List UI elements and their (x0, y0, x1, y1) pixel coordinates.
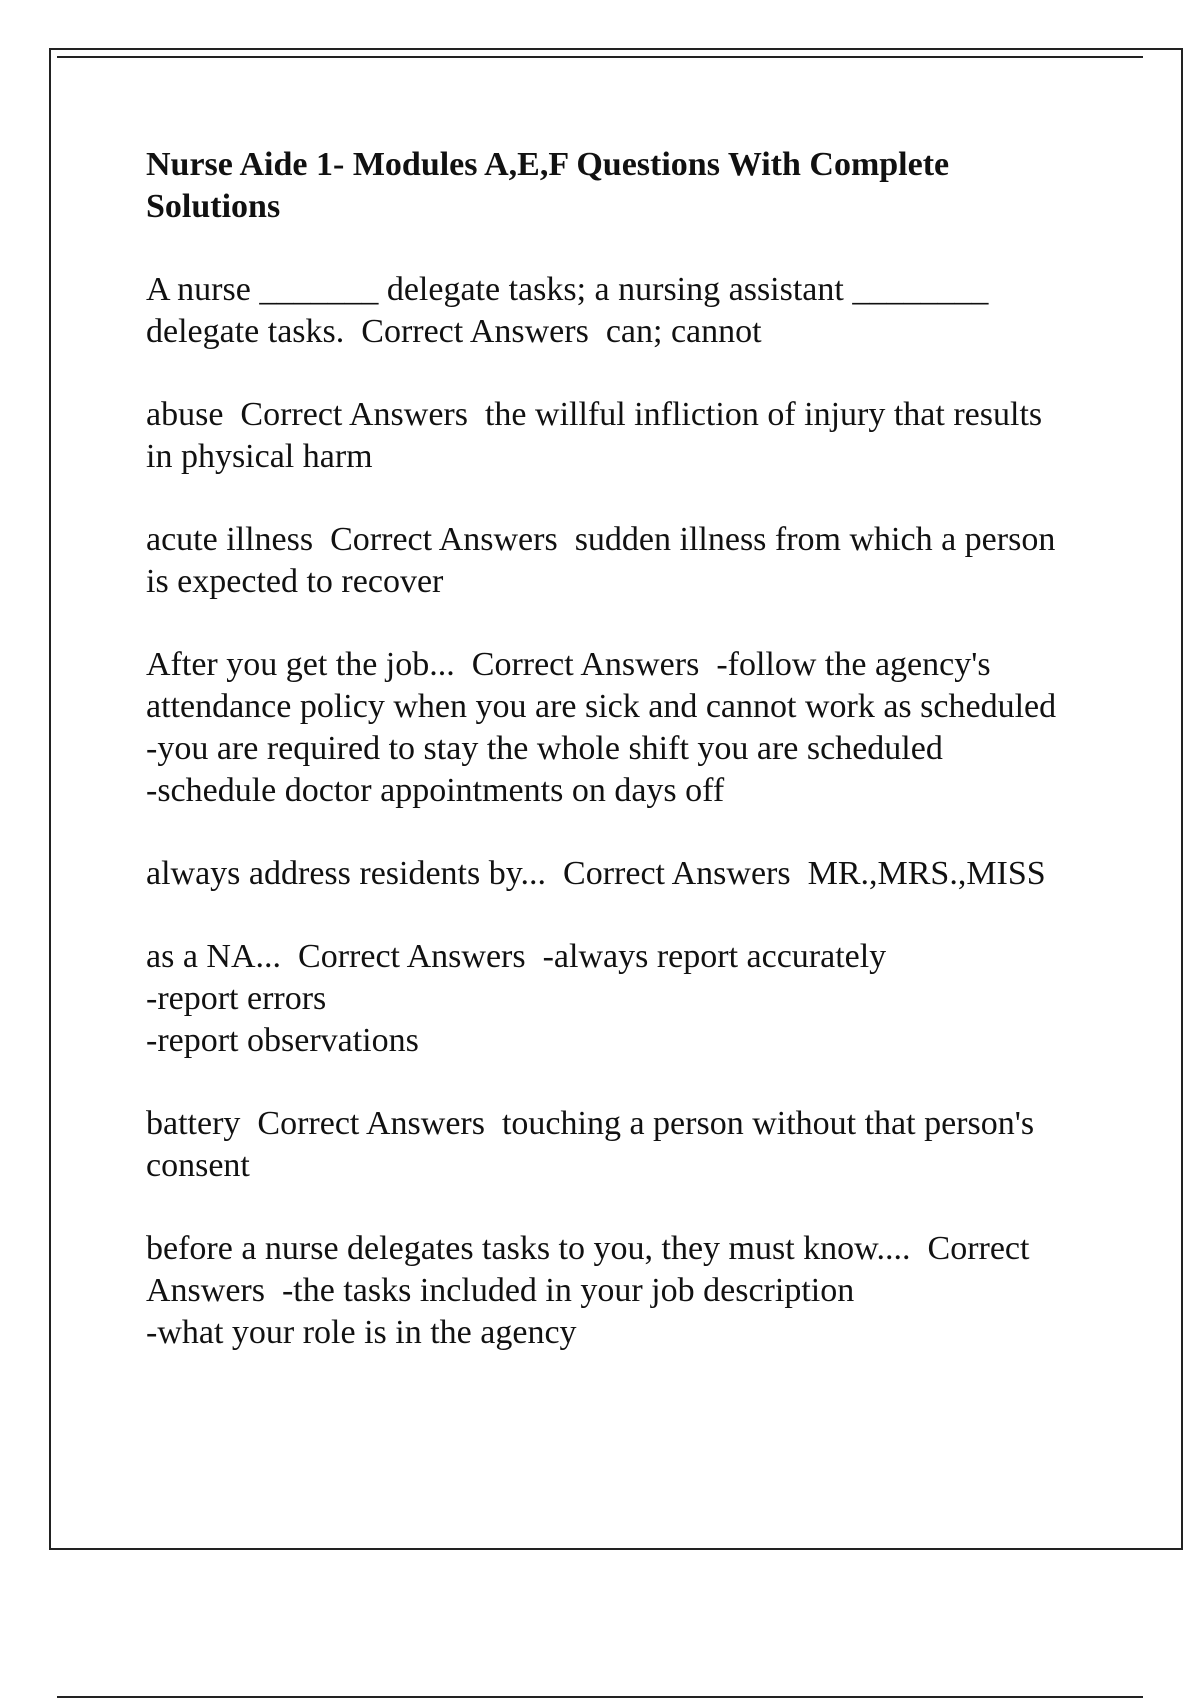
qa-item (146, 936, 1066, 1062)
answer-label: Correct Answers (563, 855, 791, 892)
answer-label: Correct Answers (257, 1105, 485, 1142)
answer-label: Correct Answers (330, 521, 558, 558)
answer-label: Correct Answers (361, 313, 589, 350)
qa-item (146, 269, 1066, 353)
answer-label: Correct Answers (146, 1230, 1037, 1309)
question-text: A nurse _______ delegate tasks; a nursing assistant ________ delegate tasks. (146, 271, 997, 350)
answer-text: -what your role is in the agency (146, 1314, 577, 1351)
qa-item (146, 519, 1066, 603)
question-text: battery (146, 1105, 241, 1142)
qa-item (146, 1228, 1066, 1354)
bottom-rule (57, 1696, 1143, 1698)
answer-text: -follow the agency's attendance policy when you are sick and cannot work as scheduled (146, 646, 1057, 725)
question-text: as a NA... (146, 938, 282, 975)
answer-label: Correct Answers (471, 646, 700, 683)
answer-text: -always report accurately (542, 938, 887, 975)
answer-text: -you are required to stay the whole shift you are scheduled (146, 730, 943, 767)
question-text: always address residents by... (146, 855, 547, 892)
answer-text: -report errors (146, 980, 327, 1017)
question-text: acute illness (146, 521, 314, 558)
answer-text: can; cannot (605, 313, 762, 350)
document-title: Nurse Aide 1- Modules A,E,F Questions With Complete Solutions (146, 146, 950, 225)
qa-item (146, 394, 1066, 478)
qa-item (146, 644, 1066, 812)
answer-label: Correct Answers (240, 396, 468, 433)
answer-text: MR.,MRS.,MISS (807, 855, 1046, 892)
answer-text: the willful infliction of injury that results in physical harm (146, 396, 1051, 475)
answer-text: -schedule doctor appointments on days off (146, 772, 725, 809)
answer-text: touching a person without that person's consent (146, 1105, 1043, 1184)
answer-label: Correct Answers (298, 938, 526, 975)
answer-text: sudden illness from which a person is expected to recover (146, 521, 1064, 600)
answer-text: -report observations (146, 1022, 419, 1059)
question-text: After you get the job... (146, 646, 455, 683)
question-text: abuse (146, 396, 224, 433)
question-text: before a nurse delegates tasks to you, they must know.... (146, 1230, 911, 1267)
qa-item (146, 1103, 1066, 1187)
qa-item (146, 853, 1066, 895)
document-body (146, 144, 1066, 1395)
answer-text: -the tasks included in your job description (281, 1272, 855, 1309)
